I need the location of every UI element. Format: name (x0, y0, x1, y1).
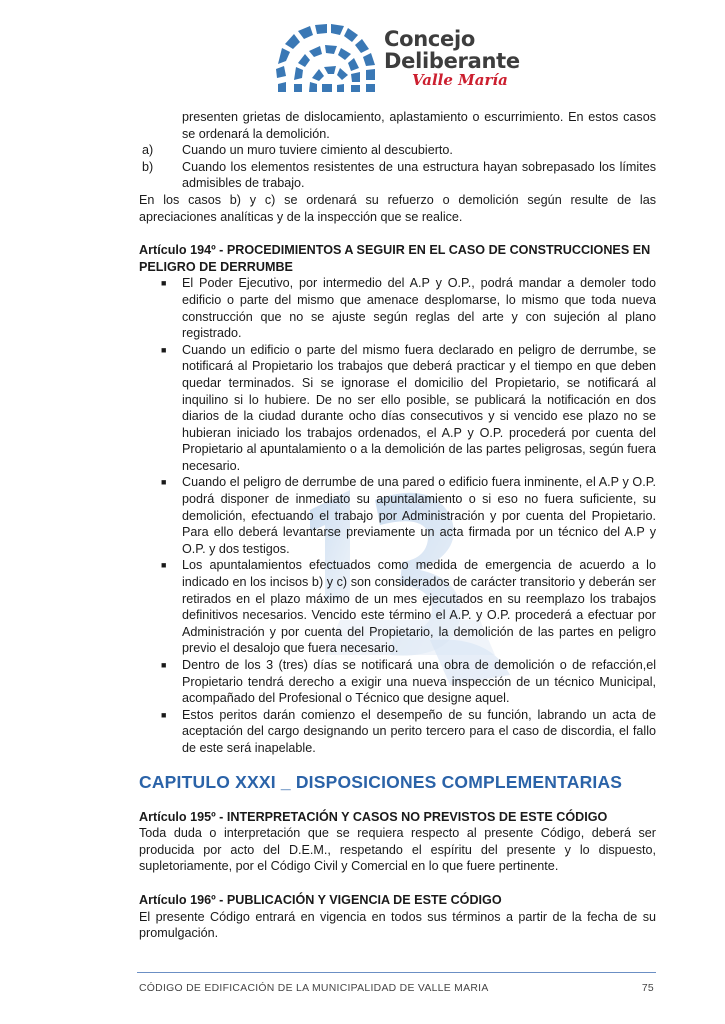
bullet-icon: ■ (161, 660, 167, 670)
bullet-text: Estos peritos darán comienzo el desempeño de su función, labrando un acta de aceptación del cargo designando un perito tercero para el caso de discordia, el fallo de este será inapelable. (182, 707, 656, 755)
page-footer (139, 983, 656, 994)
list-marker: b) (142, 159, 154, 174)
page-content (139, 109, 656, 942)
list-item (139, 707, 656, 757)
article-195-text: Toda duda o interpretación que se requiera respecto al presente Código, deberá ser producida por acto del D.E.M., respetando el espíritu del presente y lo dispuesto, supletoriamente, por el Código Civil y Comercial en lo que fuere pertinente. (139, 826, 656, 874)
list-item (139, 142, 656, 159)
chapter-title: CAPITULO XXXI _ DISPOSICIONES COMPLEMENTARIAS (139, 771, 623, 792)
council-emblem-icon (272, 22, 380, 100)
bullet-icon: ■ (161, 278, 167, 289)
list-item (139, 657, 656, 707)
bullet-text: Los apuntalamientos efectuados como medida de emergencia de acuerdo a lo indicado en los incisos b) y c) son considerados de carácter transitorio y deberán ser retirados en el plazo máximo de un mes ejecutados en su reemplazo los trabajos definitivos necesarios. Vencido este término el A.P. y O.P. procederá a efectuar por Administración y por cuenta del Propietario, la demolición de las partes en peligro previo el desalojo que fuera necesario. (182, 558, 656, 656)
bullet-icon: ■ (161, 560, 167, 571)
bullet-text: El Poder Ejecutivo, por intermedio del A.P y O.P., podrá mandar a demoler todo edificio o parte del mismo que amenace desplomarse, lo mismo que toda nueva construcción que no se ajuste según reglas del arte y con sujeción al plano registrado. (182, 276, 656, 341)
list-item-text: Cuando los elementos resistentes de una estructura hayan sobrepasado los límites admisibles de trabajo. (182, 159, 656, 191)
list-item (139, 342, 656, 475)
bullet-icon: ■ (161, 709, 167, 720)
footer-title: CÓDIGO DE EDIFICACIÓN DE LA MUNICIPALIDAD DE VALLE MARIA (139, 983, 489, 994)
list-item-text: Cuando un muro tuviere cimiento al descubierto. (182, 143, 453, 158)
logo-line-deliberante: Deliberante (384, 49, 520, 73)
list-marker: a) (142, 143, 154, 158)
article-196-heading: Artículo 196º - PUBLICACIÓN Y VIGENCIA DE ESTE CÓDIGO (139, 892, 502, 907)
bullet-text: Dentro de los 3 (tres) días se notificará una obra de demolición o de refacción,el Propietario tendrá derecho a exigir una nueva inspección de un técnico Municipal, acompañado del Profesional o Técnico que designe aquel. (182, 658, 656, 706)
article-196-text: El presente Código entrará en vigencia en todos sus términos a partir de la fecha de su promulgación. (139, 909, 656, 941)
logo-line-valle-maria: Valle María (412, 71, 508, 89)
list-item (139, 474, 656, 557)
continued-text: presenten grietas de dislocamiento, aplastamiento o escurrimiento. En estos casos se ordenará la demolición. (182, 110, 656, 141)
footer-divider (137, 972, 656, 973)
list-item (139, 159, 656, 192)
list-item (139, 275, 656, 341)
closing-paragraph: En los casos b) y c) se ordenará su refuerzo o demolición según resulte de las apreciaciones analíticas y de la inspección que se realice. (139, 192, 656, 224)
council-logo (272, 22, 527, 100)
council-logo-text (384, 28, 534, 88)
page-number: 75 (641, 983, 654, 994)
bullet-text: Cuando el peligro de derrumbe de una pared o edificio fuera inminente, el A.P y O.P. podrá disponer de inmediato su apuntalamiento o si eso no fuera suficiente, su demolición, efectuando el trabajo por Administración y por cuenta del Propietario. Para ello deberá levantarse previamente un acta firmada por un técnico del A.P y O.P. y dos testigos. (182, 475, 656, 556)
list-item (139, 557, 656, 657)
article-194-heading: Artículo 194º - PROCEDIMIENTOS A SEGUIR EN EL CASO DE CONSTRUCCIONES EN PELIGRO DE DERRUMBE (139, 243, 651, 274)
bullet-icon: ■ (161, 477, 167, 488)
article-195-heading: Artículo 195º - INTERPRETACIÓN Y CASOS NO PREVISTOS DE ESTE CÓDIGO (139, 809, 608, 824)
logo-line-concejo: Concejo (384, 27, 476, 51)
bullet-icon: ■ (161, 344, 167, 355)
bullet-text: Cuando un edificio o parte del mismo fuera declarado en peligro de derrumbe, se notificará al Propietario los trabajos que deberá practicar y el tiempo en que deben quedar terminados. Si se ignorase el domicilio del Propietario, se notificará al inquilino si lo hubiere. De no ser ello posible, se publicará la notificación en dos diarios de la ciudad durante ocho días consecutivos y si vencido ese plazo no se hubieran iniciado los trabajos ordenados, el A.P y O.P. procederá por cuenta del Propietario al apuntalamiento o a la demolición de las partes peligrosas, según fuera necesario. (182, 342, 656, 473)
